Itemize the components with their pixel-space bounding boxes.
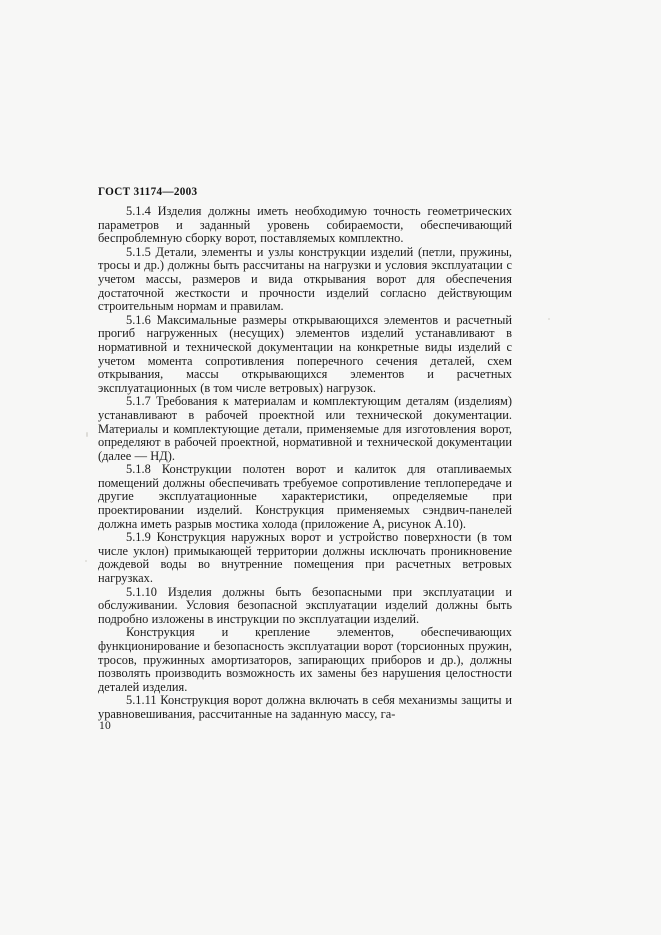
- document-body: [98, 205, 512, 722]
- scan-artifact: [86, 432, 88, 437]
- paragraph-clause-5-1-10: 5.1.10 Изделия должны быть безопасными при эксплуатации и обслуживании. Условия безопасной эксплуатации изделий должны быть подробно изложены в инструкции по эксплуатации изделий.: [98, 584, 512, 626]
- paragraph-clause-5-1-9: 5.1.9 Конструкция наружных ворот и устройство поверхности (в том числе уклон) примыкающей территории должны исключать проникновение дождевой воды во внутренние помещения при расчетных ветровых нагрузках.: [98, 530, 512, 586]
- paragraph-clause-5-1-11: 5.1.11 Конструкция ворот должна включать в себя механизмы защиты и уравновешивания, рассчитанные на заданную массу, га-: [98, 693, 512, 721]
- paragraph-clause-5-1-8: 5.1.8 Конструкции полотен ворот и калиток для отапливаемых помещений должны обеспечивать требуемое сопротивление теплопередаче и другие эксплуатационные характеристики, определяемые при проектировании изделий. Конструкция применяемых сэндвич-панелей должна иметь разрыв мостика холода (приложение А, рисунок А.10).: [98, 462, 512, 531]
- scan-artifact: [548, 318, 550, 320]
- scan-artifact: [85, 560, 87, 562]
- paragraph-clause-5-1-4: 5.1.4 Изделия должны иметь необходимую точность геометрических параметров и заданный уровень собираемости, обеспечивающий беспроблемную сборку ворот, поставляемых комплектно.: [98, 204, 512, 246]
- paragraph-clause-5-1-7: 5.1.7 Требования к материалам и комплектующим деталям (изделиям) устанавливают в рабочей проектной или технической документации. Материалы и комплектующие детали, применяемые для изготовления ворот, определяют в рабочей проектной, нормативной и технической документации (далее — НД).: [98, 394, 512, 463]
- paragraph-clause-5-1-10-continuation: Конструкция и крепление элементов, обеспечивающих функционирование и безопасность эксплуатации ворот (торсионных пружин, тросов, пружинных амортизаторов, запирающих приборов и др.), должны позволять производить возможность их замены без нарушения целостности деталей изделия.: [98, 625, 512, 694]
- standard-header: ГОСТ 31174—2003: [98, 186, 198, 198]
- paragraph-clause-5-1-5: 5.1.5 Детали, элементы и узлы конструкции изделий (петли, пружины, тросы и др.) должны быть рассчитаны на нагрузки и условия эксплуатации с учетом массы, размеров и вида открывания ворот для обеспечения достаточной жесткости и прочности изделий согласно действующим строительным нормам и правилам.: [98, 244, 512, 314]
- paragraph-clause-5-1-6: 5.1.6 Максимальные размеры открывающихся элементов и расчетный прогиб нагруженных (несущих) элементов изделий устанавливают в нормативной и технической документации на конкретные виды изделий с учетом момента сопротивления поперечного сечения деталей, схем открывания, массы открывающихся элементов и расчетных эксплуатационных (в том числе ветровых) нагрузок.: [98, 312, 512, 395]
- page-number: 10: [99, 719, 111, 732]
